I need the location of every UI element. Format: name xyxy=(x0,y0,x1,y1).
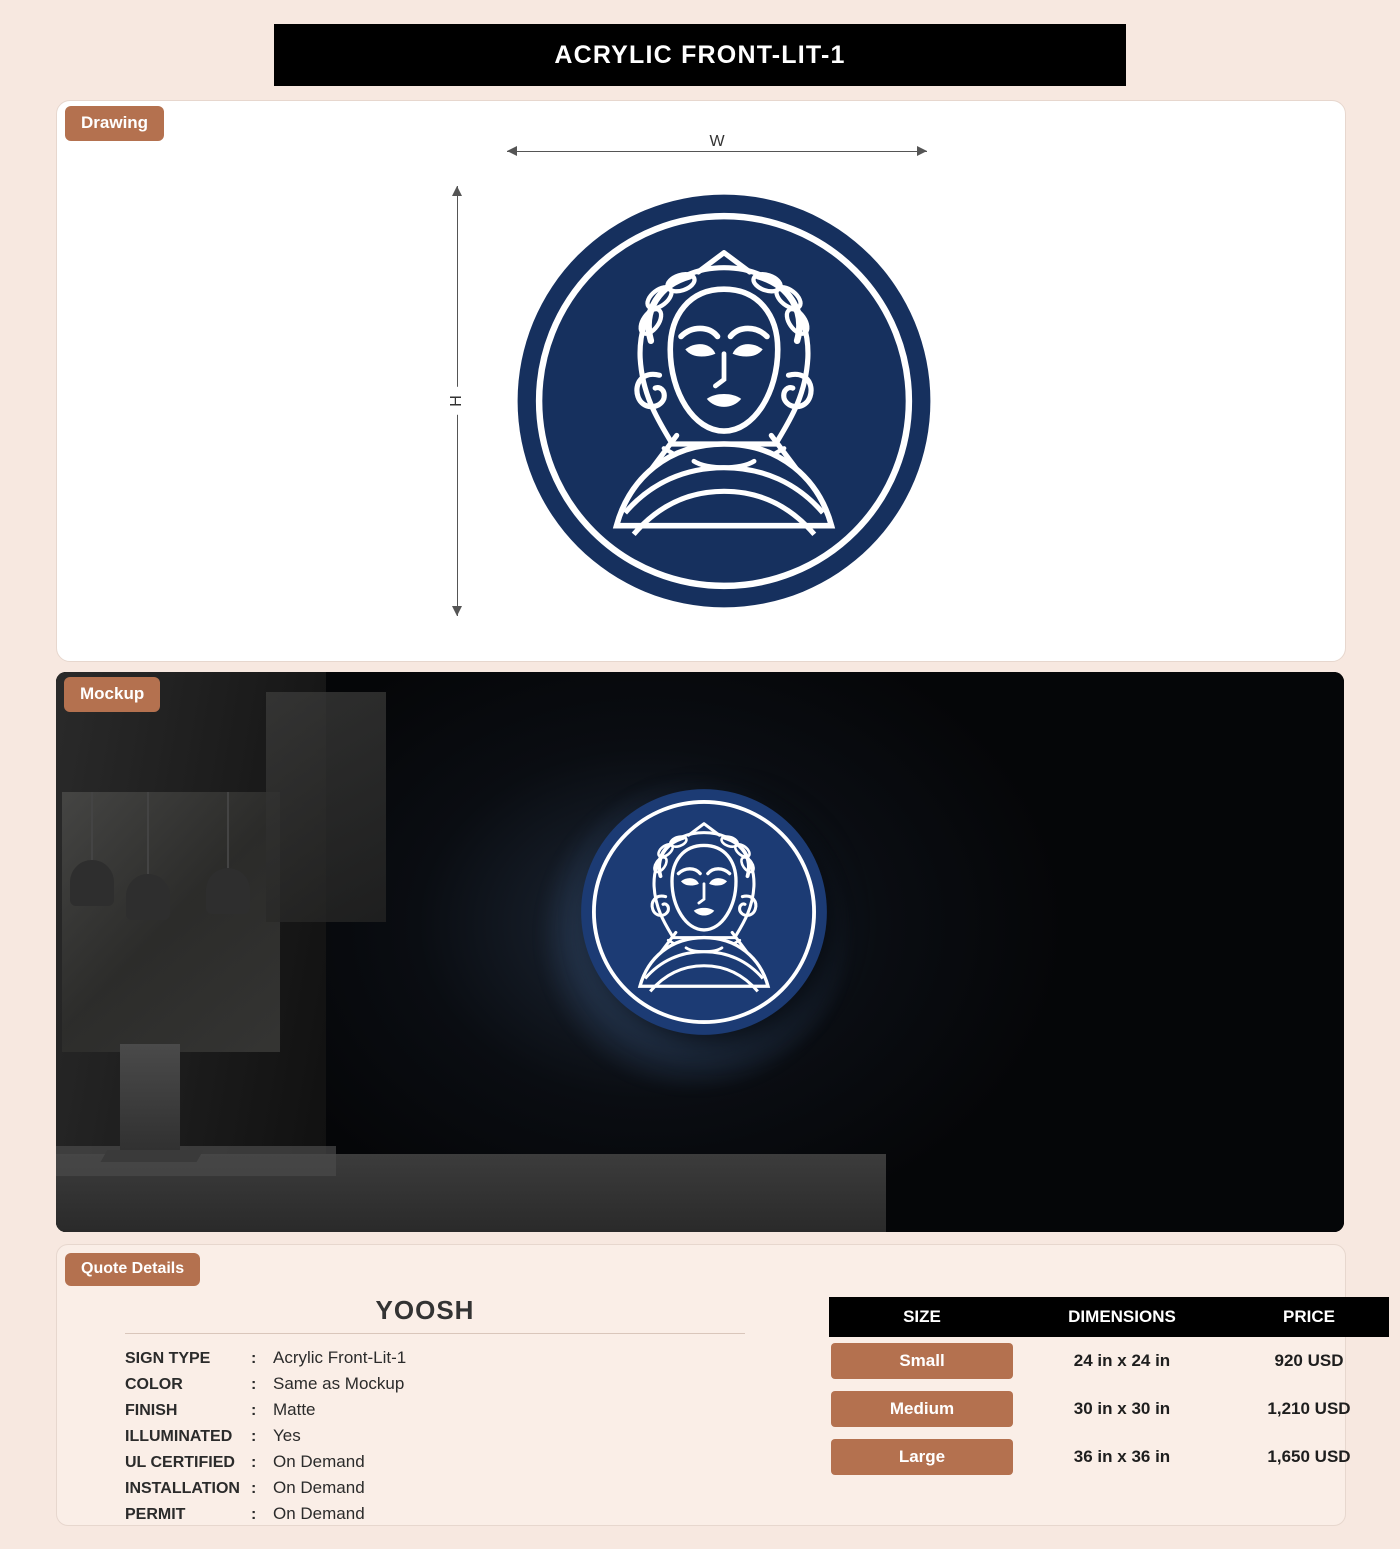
spec-separator: : xyxy=(251,1454,257,1471)
dimensions-cell: 30 in x 30 in xyxy=(1073,1399,1171,1418)
spec-separator: : xyxy=(251,1506,257,1523)
mockup-stone-panel xyxy=(62,792,280,1052)
spec-value: On Demand xyxy=(273,1478,365,1497)
drawing-panel-label: Drawing xyxy=(65,106,164,141)
spec-separator: : xyxy=(251,1480,257,1497)
spec-separator: : xyxy=(251,1428,257,1445)
spec-row xyxy=(71,1371,751,1397)
size-cell xyxy=(829,1343,1015,1379)
price-cell: 920 USD xyxy=(1274,1351,1344,1370)
size-badge[interactable]: Small xyxy=(831,1343,1013,1379)
spec-row xyxy=(71,1501,751,1527)
width-dimension-line xyxy=(507,151,927,152)
spec-value: Yes xyxy=(273,1426,301,1445)
spec-row xyxy=(71,1397,751,1423)
size-badge[interactable]: Medium xyxy=(831,1391,1013,1427)
brand-name: YOOSH xyxy=(375,1295,475,1325)
spec-key: INSTALLATION xyxy=(125,1480,240,1497)
size-cell xyxy=(829,1439,1015,1475)
height-dimension xyxy=(443,186,471,616)
dimensions-cell: 36 in x 36 in xyxy=(1073,1447,1171,1466)
price-cell: 1,210 USD xyxy=(1267,1399,1351,1418)
mockup-pedestal-base xyxy=(101,1150,204,1162)
spec-value: Acrylic Front-Lit-1 xyxy=(273,1348,407,1367)
size-cell xyxy=(829,1391,1015,1427)
price-cell: 1,650 USD xyxy=(1267,1447,1351,1466)
sign-artwork xyxy=(509,186,939,616)
quote-details-label: Quote Details xyxy=(65,1253,200,1286)
price-table xyxy=(829,1297,1389,1481)
spec-value: On Demand xyxy=(273,1452,365,1471)
spec-row xyxy=(71,1345,751,1371)
spec-value: Matte xyxy=(273,1400,316,1419)
dimensions-cell: 24 in x 24 in xyxy=(1073,1351,1171,1370)
spec-key: ILLUMINATED xyxy=(125,1428,233,1445)
spec-key: SIGN TYPE xyxy=(125,1350,211,1367)
spec-separator: : xyxy=(251,1350,257,1367)
spec-separator: : xyxy=(251,1376,257,1393)
mockup-stone-panel-upper xyxy=(266,692,386,922)
spec-row xyxy=(71,1449,751,1475)
table-row xyxy=(829,1337,1389,1385)
table-row xyxy=(829,1385,1389,1433)
mockup-pedestal xyxy=(120,1044,180,1154)
width-dimension xyxy=(507,133,927,161)
spec-list xyxy=(71,1345,751,1527)
page-title: ACRYLIC FRONT-LIT-1 xyxy=(554,40,846,69)
spec-key: UL CERTIFIED xyxy=(125,1454,235,1471)
height-arrow-bottom-icon xyxy=(452,606,462,616)
width-dimension-label: W xyxy=(699,133,734,151)
mockup-panel xyxy=(56,672,1344,1232)
mockup-sign-artwork xyxy=(576,784,832,1040)
page-title-bar xyxy=(274,24,1126,86)
height-arrow-top-icon xyxy=(452,186,462,196)
quote-details-panel xyxy=(56,1244,1351,1526)
spec-key: FINISH xyxy=(125,1402,178,1419)
column-header-size: SIZE xyxy=(903,1307,941,1326)
brand-divider xyxy=(125,1333,745,1334)
column-header-price: PRICE xyxy=(1283,1307,1335,1326)
spec-key: PERMIT xyxy=(125,1506,186,1523)
column-header-dimensions: DIMENSIONS xyxy=(1068,1307,1176,1326)
height-dimension-label: H xyxy=(448,387,466,415)
price-table-header xyxy=(829,1297,1389,1337)
spec-separator: : xyxy=(251,1402,257,1419)
width-arrow-right-icon xyxy=(917,146,927,156)
spec-key: COLOR xyxy=(125,1376,183,1393)
width-arrow-left-icon xyxy=(507,146,517,156)
spec-value: On Demand xyxy=(273,1504,365,1523)
drawing-panel xyxy=(56,100,1346,662)
mockup-panel-label: Mockup xyxy=(64,677,160,712)
spec-row xyxy=(71,1475,751,1501)
spec-row xyxy=(71,1423,751,1449)
spec-value: Same as Mockup xyxy=(273,1374,405,1393)
size-badge[interactable]: Large xyxy=(831,1439,1013,1475)
table-row xyxy=(829,1433,1389,1481)
